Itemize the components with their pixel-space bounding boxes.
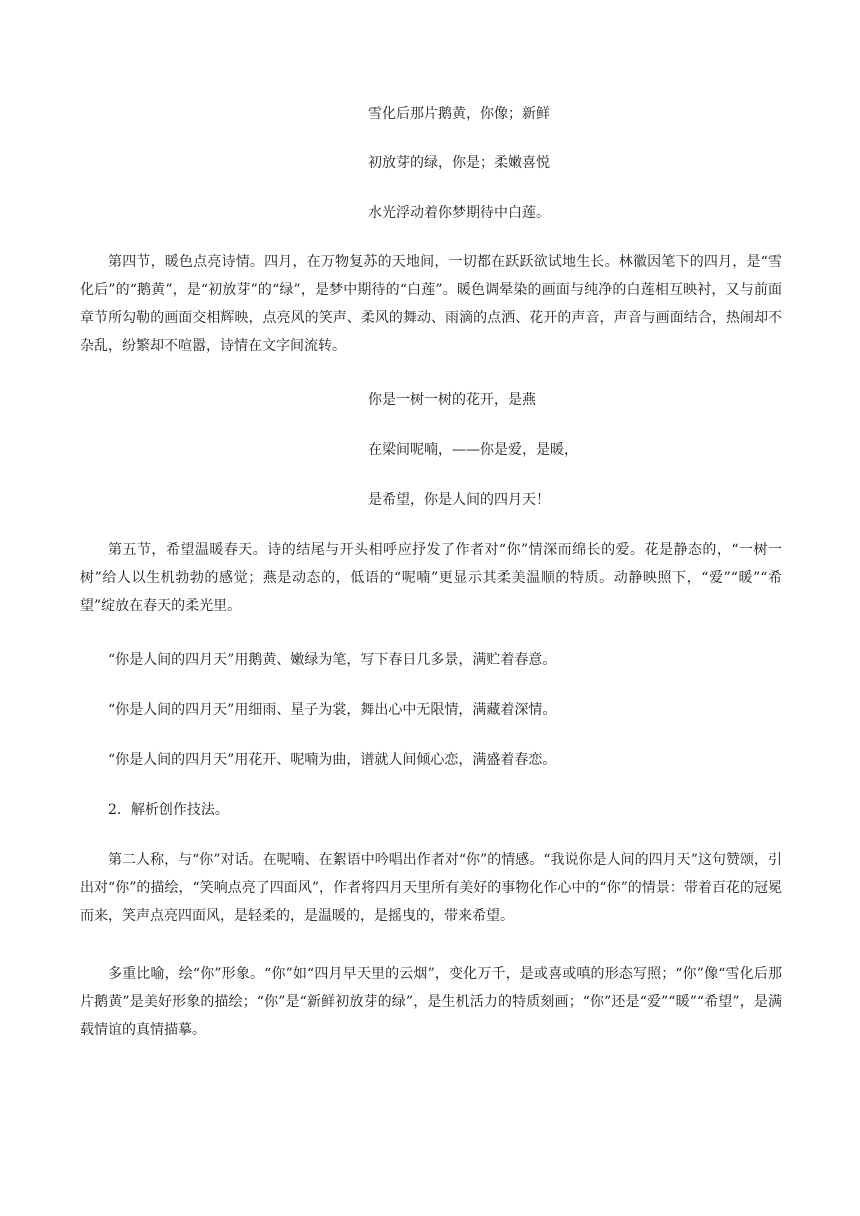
poem-line: 雪化后那片鹅黄，你像；新鲜 [368, 106, 550, 122]
quote-line: “你是人间的四月天”用鹅黄、嫩绿为笔，写下春日几多景，满贮着春意。 [108, 652, 557, 668]
analysis-paragraph-section-4: 第四节，暖色点亮诗情。四月，在万物复苏的天地间，一切都在跃跃欲试地生长。林徽因笔下的四月，是“雪化后”的“鹅黄”，是“初放芽”的“绿”，是梦中期待的“白莲”。暖色调晕染的画面与纯净的白莲相互映衬，又与前面章节所勾勒的画面交相辉映，点亮风的笑声、柔风的舞动、雨滴的点洒、花开的声音，声音与画面结合，热闹却不杂乱，纷繁却不喧嚣，诗情在文字间流转。 [80, 254, 782, 354]
quote-line: “你是人间的四月天”用花开、呢喃为曲，谱就人间倾心恋，满盛着春恋。 [108, 752, 557, 768]
poem-line: 水光浮动着你梦期待中白莲。 [368, 205, 550, 221]
section-heading: 2．解析创作技法。 [108, 802, 229, 818]
technique-paragraph-second-person: 第二人称，与“你”对话。在呢喃、在絮语中吟唱出作者对“你”的情感。“我说你是人间的四月天”这句赞颂，引出对“你”的描绘，“笑响点亮了四面风”，作者将四月天里所有美好的事物化作心中的“你”的情景：带着百花的冠冕而来，笑声点亮四面风，是轻柔的，是温暖的，是摇曳的，带来希望。 [80, 852, 782, 924]
poem-line: 你是一树一树的花开，是燕 [368, 392, 536, 408]
technique-paragraph-metaphor: 多重比喻，绘“你”形象。“你”如“四月早天里的云烟”，变化万千，是或喜或嗔的形态写照；“你”像“雪化后那片鹅黄”是美好形象的描绘；“你”是“新鲜初放芽的绿”，是生机活力的特质刻画；“你”还是“爱”“暖”“希望”，是满载情谊的真情描摹。 [80, 966, 782, 1038]
analysis-paragraph-section-5: 第五节，希望温暖春天。诗的结尾与开头相呼应抒发了作者对“你”情深而绵长的爱。花是静态的，“一树一树”给人以生机勃勃的感觉；燕是动态的，低语的“呢喃”更显示其柔美温顺的特质。动静映照下，“爱”“暖”“希望”绽放在春天的柔光里。 [80, 542, 782, 614]
poem-line: 是希望，你是人间的四月天！ [368, 492, 550, 508]
poem-line: 在梁间呢喃，——你是爱，是暖， [368, 442, 578, 458]
quote-line: “你是人间的四月天”用细雨、星子为裳，舞出心中无限情，满藏着深情。 [108, 702, 557, 718]
poem-line: 初放芽的绿，你是；柔嫩喜悦 [368, 155, 550, 171]
